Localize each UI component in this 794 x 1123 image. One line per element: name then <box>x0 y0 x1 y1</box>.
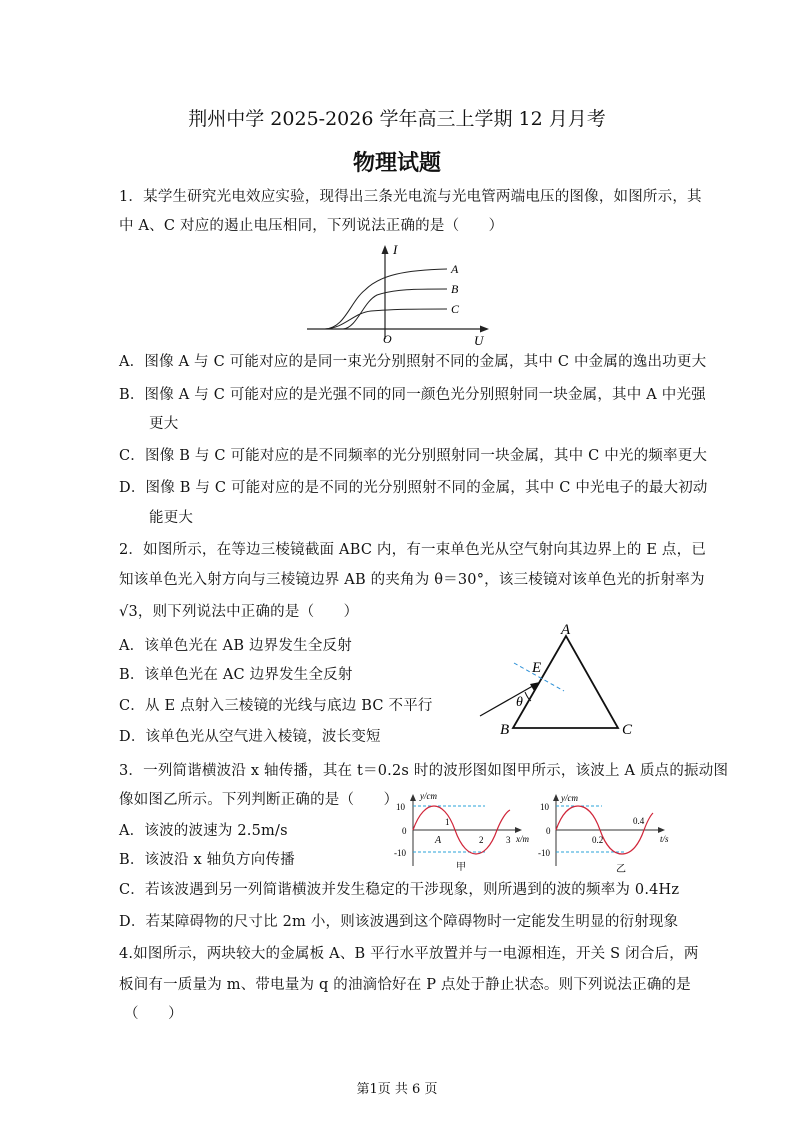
q1-curve-label-b: B <box>451 282 459 296</box>
q2-vertex-b: B <box>500 722 510 738</box>
q3-jia-x-tick-1: 1 <box>445 817 450 827</box>
q2-stem-line3: √3，则下列说法中正确的是（ ） <box>119 604 359 620</box>
q2-prism-diagram <box>470 616 650 740</box>
q3-yi-y-tick-neg10: -10 <box>538 848 550 858</box>
q2-stem-line2: 知该单色光入射方向与三棱镜边界 AB 的夹角为 θ＝30°，该三棱镜对该单色光的折射率为 <box>119 572 705 588</box>
q3-jia-y-tick-neg10: -10 <box>394 848 406 858</box>
q1-curve-label-a: A <box>451 262 459 276</box>
page-footer: 第1页 共 6 页 <box>356 1082 438 1097</box>
q2-option-a: A．该单色光在 AB 边界发生全反射 <box>119 638 352 654</box>
q3-stem-line1: 3．一列简谐横波沿 x 轴传播，其在 t＝0.2s 时的波形图如图甲所示，该波上 A 质点的振动图 <box>119 763 729 779</box>
exam-subtitle: 物理试题 <box>352 151 441 176</box>
q3-jia-y-label: y/cm <box>420 791 437 801</box>
q1-option-b-line2: 更大 <box>149 416 179 432</box>
q3-option-d: D．若某障碍物的尺寸比 2m 小，则该波遇到这个障碍物时一定能发生明显的衍射现象 <box>119 914 679 930</box>
q4-stem-line3: （ ） <box>124 1006 183 1022</box>
q1-x-label: U <box>474 333 484 346</box>
q4-stem-line2: 板间有一质量为 m、带电量为 q 的油滴恰好在 P 点处于静止状态。则下列说法正确的是 <box>119 977 691 993</box>
q1-option-a: A．图像 A 与 C 可能对应的是同一束光分别照射不同的金属，其中 C 中金属的逸出功更大 <box>119 354 707 370</box>
q4-stem-line1: 4.如图所示，两块较大的金属板 A、B 平行水平放置并与一电源相连，开关 S 闭合后，两 <box>119 946 699 962</box>
q2-angle-theta: θ <box>516 695 523 710</box>
q3-jia-y-tick-0: 0 <box>402 826 407 836</box>
q3-wave-graph-jia <box>390 790 540 874</box>
q3-stem-line2: 像如图乙所示。下列判断正确的是（ ） <box>119 792 399 808</box>
q1-iu-graph <box>305 240 495 346</box>
q3-yi-caption: 乙 <box>616 864 626 874</box>
q3-option-b: B．该波沿 x 轴负方向传播 <box>119 852 295 868</box>
q3-vibration-graph-yi <box>536 790 676 874</box>
q2-option-c: C．从 E 点射入三棱镜的光线与底边 BC 不平行 <box>119 698 433 714</box>
q1-origin-label: O <box>383 332 392 346</box>
q2-vertex-c: C <box>622 722 633 738</box>
q1-option-d-line1: D．图像 B 与 C 可能对应的是不同的光分别照射不同的金属，其中 C 中光电子的最大初动 <box>119 480 708 496</box>
q3-jia-caption: 甲 <box>456 862 466 873</box>
q3-jia-x-tick-3: 3 <box>506 835 511 845</box>
q3-yi-y-label: y/cm <box>561 793 578 803</box>
exam-title: 荆州中学 2025-2026 学年高三上学期 12 月月考 <box>188 108 606 130</box>
q2-point-e: E <box>532 660 542 676</box>
q1-y-label: I <box>393 242 398 257</box>
q3-option-c: C．若该波遇到另一列简谐横波并发生稳定的干涉现象，则所遇到的波的频率为 0.4Hz <box>119 882 680 898</box>
q3-yi-x-tick-04: 0.4 <box>633 816 645 826</box>
q1-stem-line2: 中 A、C 对应的遏止电压相同，下列说法正确的是（ ） <box>119 218 504 234</box>
q3-jia-x-tick-2: 2 <box>479 835 484 845</box>
q3-jia-point-a: A <box>435 835 442 846</box>
q3-jia-x-label: x/m <box>516 834 529 844</box>
q2-vertex-a: A <box>561 622 571 638</box>
q1-stem-line1: 1．某学生研究光电效应实验，现得出三条光电流与光电管两端电压的图像，如图所示，其 <box>119 189 702 205</box>
q2-option-b: B．该单色光在 AC 边界发生全反射 <box>119 667 353 683</box>
q3-option-a: A．该波的波速为 2.5m/s <box>119 823 288 839</box>
q1-option-d-line2: 能更大 <box>149 510 194 526</box>
q3-yi-y-tick-0: 0 <box>546 826 551 836</box>
q1-curve-label-c: C <box>451 302 460 316</box>
q3-yi-x-tick-02: 0.2 <box>592 835 604 845</box>
q3-jia-y-tick-10: 10 <box>396 802 405 812</box>
q1-option-c: C．图像 B 与 C 可能对应的是不同频率的光分别照射同一块金属，其中 C 中光的频率更大 <box>119 448 708 464</box>
q2-option-d: D．该单色光从空气进入棱镜，波长变短 <box>119 729 381 745</box>
q3-yi-y-tick-10: 10 <box>540 802 549 812</box>
q1-option-b-line1: B．图像 A 与 C 可能对应的是光强不同的同一颜色光分别照射同一块金属，其中 A 中光强 <box>119 387 706 403</box>
q2-stem-line1: 2．如图所示，在等边三棱镜截面 ABC 内，有一束单色光从空气射向其边界上的 E 点，已 <box>119 542 707 558</box>
q3-yi-x-label: t/s <box>660 834 669 844</box>
